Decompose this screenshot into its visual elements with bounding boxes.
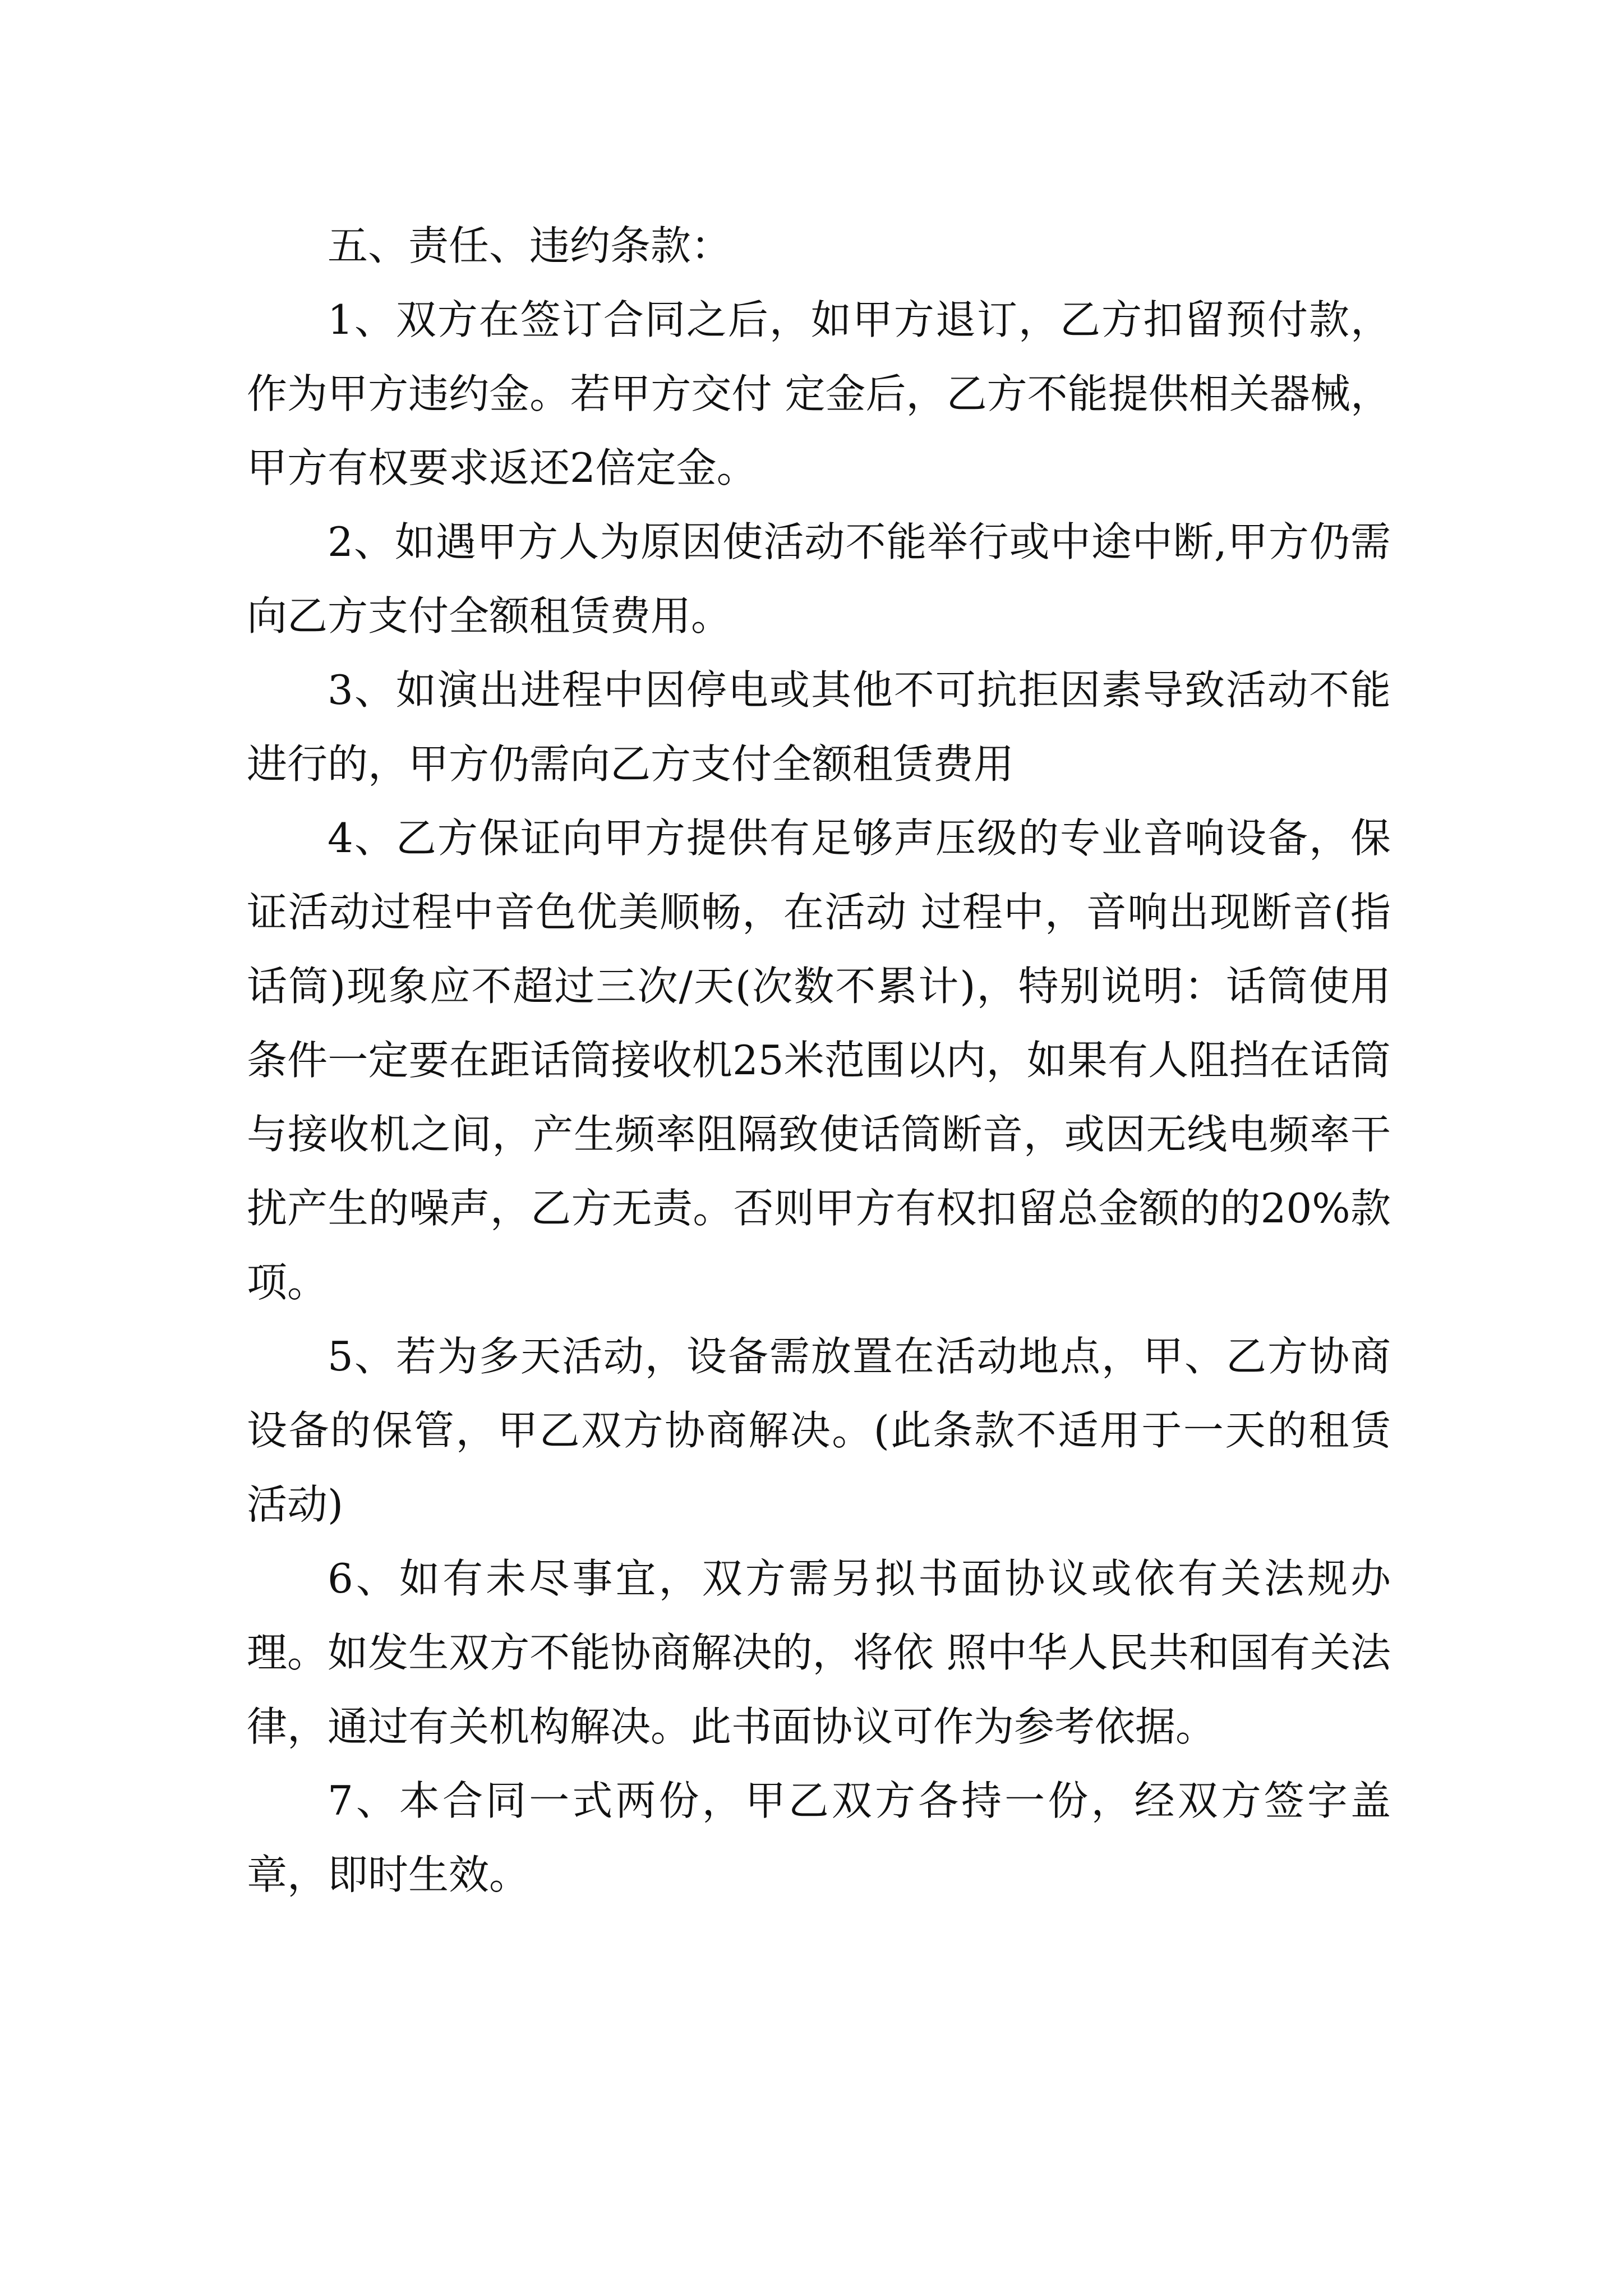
clause-5: 5、若为多天活动，设备需放置在活动地点，甲、乙方协商设备的保管，甲乙双方协商解决。(此条款不适用于一天的租赁活动) bbox=[247, 1333, 1391, 1528]
section-heading: 五、责任、违约条款： bbox=[328, 222, 732, 269]
clause-6: 6、如有未尽事宜，双方需另拟书面协议或依有关法规办理。如发生双方不能协商解决的，将依 照中华人民共和国有关法律，通过有关机构解决。此书面协议可作为参考依据。 bbox=[247, 1555, 1391, 1750]
contract-body bbox=[247, 209, 1391, 1912]
clause-4: 4、乙方保证向甲方提供有足够声压级的专业音响设备，保证活动过程中音色优美顺畅，在活动 过程中，音响出现断音(指话筒)现象应不超过三次/天(次数不累计)，特别说明：话筒使用条件一定要在距话筒接收机25米范围以内，如果有人阻挡在话筒与接收机之间，产生频率阻隔致使话筒断音，或因无线电频率干扰产生的噪声，乙方无责。否则甲方有权扣留总金额的的20%款项。 bbox=[247, 815, 1391, 1306]
clause-2: 2、如遇甲方人为原因使活动不能举行或中途中断,甲方仍需向乙方支付全额租赁费用。 bbox=[247, 518, 1391, 639]
clause-3: 3、如演出进程中因停电或其他不可抗拒因素导致活动不能进行的，甲方仍需向乙方支付全额租赁费用 bbox=[247, 666, 1391, 788]
clause-7: 7、本合同一式两份，甲乙双方各持一份，经双方签字盖章，即时生效。 bbox=[247, 1777, 1391, 1898]
clause-1: 1、双方在签订合同之后，如甲方退订，乙方扣留预付款，作为甲方违约金。若甲方交付 定金后，乙方不能提供相关器械，甲方有权要求返还2倍定金。 bbox=[247, 296, 1391, 491]
